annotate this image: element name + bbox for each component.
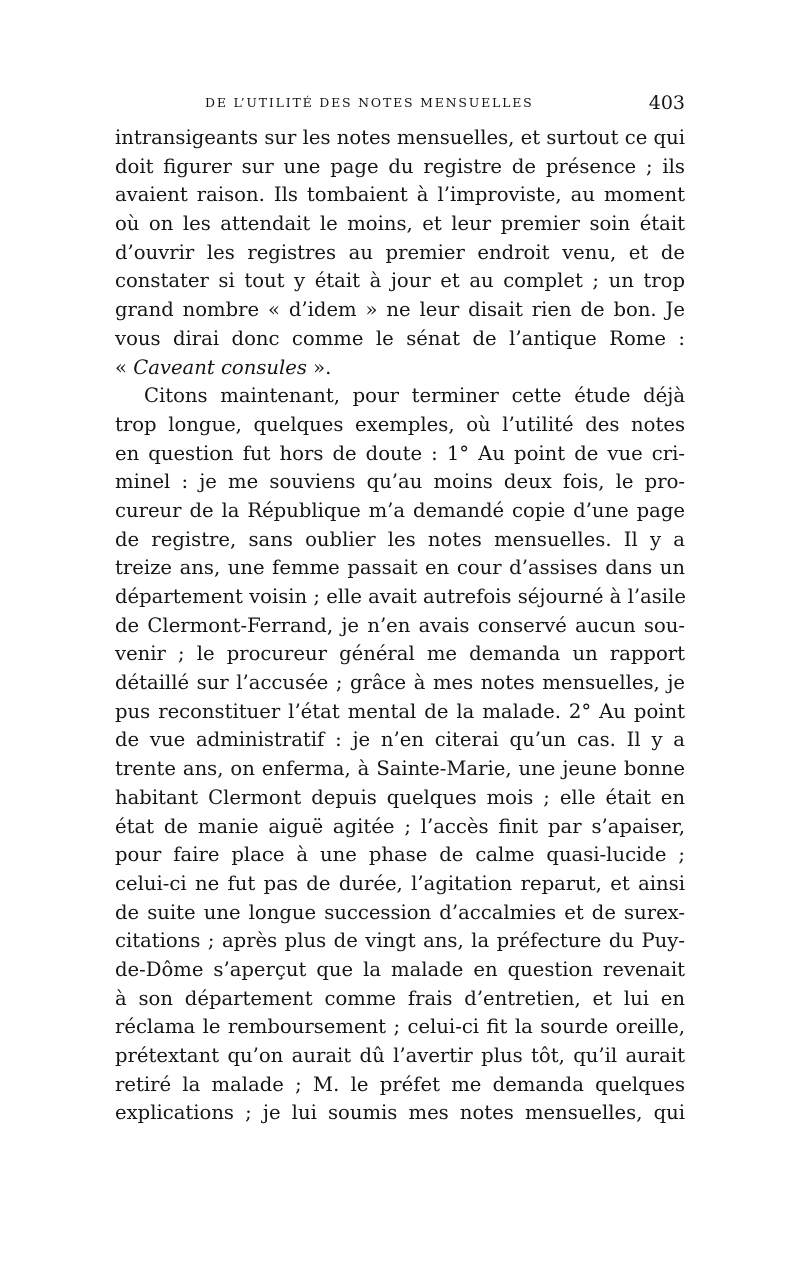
- text-line: réclama le remboursement ; celui-ci fit la sourde oreille,: [115, 1015, 685, 1039]
- text-line: cureur de la République m’a demandé copie d’une page: [115, 498, 685, 522]
- text-line: à son département comme frais d’entretien, et lui en: [115, 986, 685, 1010]
- text-line: en question fut hors de doute : 1° Au point de vue cri-: [115, 441, 685, 465]
- text-line: département voisin ; elle avait autrefois séjourné à l’asile: [115, 585, 686, 608]
- body-text: [115, 124, 685, 1128]
- text-line: détaillé sur l’accusée ; grâce à mes notes mensuelles, je: [115, 671, 685, 695]
- paragraph-first-line: Citons maintenant, pour terminer cette étude déjà: [144, 384, 685, 408]
- latin-quotation: Caveant consules: [133, 355, 307, 379]
- text-line: prétextant qu’on aurait dû l’avertir plus tôt, qu’il aurait: [115, 1044, 685, 1067]
- text-line: habitant Clermont depuis quelques mois ; elle était en: [115, 785, 685, 809]
- text-line: de Clermont-Ferrand, je n’en avais conservé aucun sou-: [115, 613, 685, 637]
- quote-close: ».: [306, 355, 332, 379]
- text-line: de vue administratif : je n’en citerai qu’un cas. Il y a: [115, 728, 685, 752]
- text-line: minel : je me souviens qu’au moins deux fois, le pro-: [115, 470, 685, 494]
- text-line: intransigeants sur les notes mensuelles, et surtout ce qui: [115, 126, 685, 149]
- text-line: doit figurer sur une page du registre de présence ; ils: [115, 154, 685, 178]
- text-line: où on les attendait le moins, et leur premier soin était: [115, 212, 685, 236]
- text-line: citations ; après plus de vingt ans, la préfecture du Puy-: [115, 929, 685, 953]
- text-line: vous dirai donc comme le sénat de l’antique Rome :: [115, 326, 685, 350]
- text-line: état de manie aiguë agitée ; l’accès finit par s’apaiser,: [115, 814, 685, 838]
- quote-open: «: [115, 355, 134, 379]
- text-line: celui-ci ne fut pas de durée, l’agitation reparut, et ainsi: [115, 871, 685, 895]
- text-line: de registre, sans oublier les notes mensuelles. Il y a: [115, 527, 685, 551]
- text-line: de-Dôme s’aperçut que la malade en question revenait: [115, 957, 685, 981]
- text-line: trente ans, on enferma, à Sainte-Marie, une jeune bonne: [115, 757, 685, 781]
- text-line: treize ans, une femme passait en cour d’assises dans un: [115, 556, 685, 580]
- text-line: constater si tout y était à jour et au complet ; un trop: [115, 269, 685, 293]
- text-line: de suite une longue succession d’accalmies et de surex-: [115, 900, 685, 924]
- text-line: pour faire place à une phase de calme quasi-lucide ;: [115, 843, 685, 867]
- text-line: trop longue, quelques exemples, où l’utilité des notes: [115, 412, 685, 436]
- running-title: DE L’UTILITÉ DES NOTES MENSUELLES: [205, 95, 534, 110]
- text-line: retiré la malade ; M. le préfet me demanda quelques: [115, 1072, 685, 1096]
- page-number: 403: [648, 92, 685, 114]
- text-line-quotation: [115, 354, 685, 383]
- text-line: venir ; le procureur général me demanda un rapport: [115, 642, 685, 666]
- text-line: grand nombre « d’idem » ne leur disait rien de bon. Je: [115, 298, 685, 322]
- text-line: d’ouvrir les registres au premier endroit venu, et de: [115, 240, 685, 264]
- text-line: avaient raison. Ils tombaient à l’improviste, au moment: [115, 183, 685, 207]
- text-line: explications ; je lui soumis mes notes mensuelles, qui: [115, 1101, 685, 1125]
- running-head: [205, 92, 685, 114]
- text-line: pus reconstituer l’état mental de la malade. 2° Au point: [115, 699, 685, 723]
